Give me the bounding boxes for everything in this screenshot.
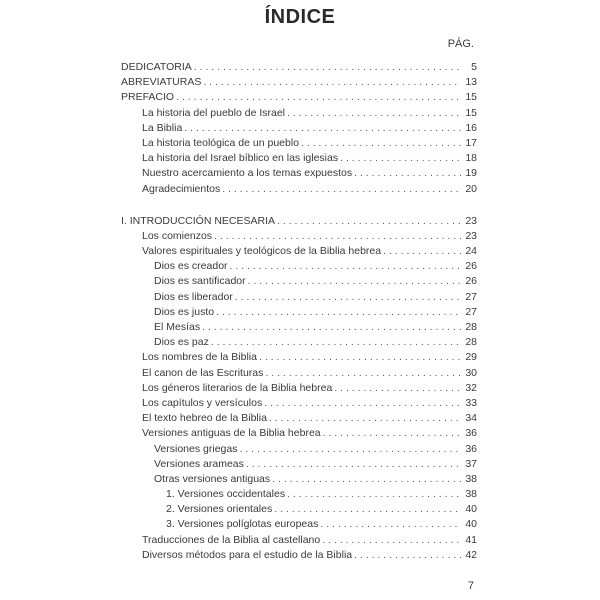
dot-leader — [239, 442, 461, 457]
page-number: 7 — [467, 580, 474, 592]
dot-leader — [194, 60, 461, 75]
dot-leader — [203, 75, 461, 90]
dot-leader — [216, 305, 461, 320]
dot-leader — [264, 396, 461, 411]
toc-entry[interactable] — [121, 426, 477, 441]
toc-entry-page: 40 — [465, 518, 477, 531]
toc-entry-page: 16 — [465, 121, 477, 134]
toc-entry[interactable] — [121, 274, 477, 289]
toc-entry[interactable] — [121, 60, 477, 75]
toc-entry-page: 15 — [465, 106, 477, 119]
toc-entry-page: 29 — [465, 351, 477, 364]
toc-entry[interactable] — [121, 366, 477, 381]
dot-leader — [334, 381, 461, 396]
toc-entry-page: 20 — [465, 182, 477, 195]
toc-entry-page: 23 — [465, 214, 477, 227]
toc-entry[interactable] — [121, 166, 477, 181]
toc-entry-label: 3. Versiones políglotas europeas — [166, 518, 319, 531]
dot-leader — [211, 335, 461, 350]
dot-leader — [322, 533, 461, 548]
toc-entry-page: 26 — [465, 275, 477, 288]
page-column-header: PÁG. — [447, 38, 474, 50]
toc-entry[interactable] — [121, 151, 477, 166]
dot-leader — [265, 366, 461, 381]
toc-entry-page: 38 — [465, 472, 477, 485]
toc-entry-page: 28 — [465, 321, 477, 333]
toc-entry[interactable] — [121, 90, 477, 105]
toc-entry-label: La historia teológica de un pueblo — [142, 136, 300, 149]
toc-entry-label: Dios es santificador — [154, 275, 246, 288]
toc-entry[interactable] — [121, 244, 477, 259]
toc-entry-page: 37 — [465, 457, 477, 470]
toc-entry[interactable] — [121, 442, 477, 457]
toc-entry[interactable] — [121, 411, 477, 426]
toc-entry-page: 5 — [471, 61, 477, 73]
toc-entry-page: 27 — [465, 305, 477, 318]
dot-leader — [202, 320, 461, 335]
toc-entry[interactable] — [121, 136, 477, 151]
toc-entry-page: 24 — [465, 245, 477, 258]
toc-entry-label: Dios es paz — [154, 336, 209, 349]
dot-leader — [287, 106, 461, 121]
dot-leader — [269, 411, 461, 426]
toc-entry-label: Dios es liberador — [154, 290, 233, 303]
toc-entry-page: 27 — [465, 290, 477, 303]
toc-entry[interactable] — [121, 229, 477, 244]
toc-entry-page: 40 — [465, 503, 477, 516]
toc-entry-page: 33 — [465, 396, 477, 409]
dot-leader — [277, 214, 461, 229]
toc-entry-label: Versiones arameas — [154, 457, 244, 470]
dot-leader — [287, 487, 461, 502]
toc-entry-page: 41 — [465, 533, 477, 546]
toc-entry-page: 42 — [465, 548, 477, 561]
toc-entry[interactable] — [121, 305, 477, 320]
toc-entry[interactable] — [121, 182, 477, 197]
toc-entry-label: ABREVIATURAS — [121, 76, 202, 89]
toc-entry-page: 34 — [465, 412, 477, 425]
dot-leader — [176, 90, 461, 105]
toc-entry[interactable] — [121, 290, 477, 305]
toc-section — [121, 60, 477, 197]
toc-entry-label: Nuestro acercamiento a los temas expuestos — [142, 167, 353, 180]
toc-entry-label: Traducciones de la Biblia al castellano — [142, 533, 321, 546]
toc-entry-label: La historia del Israel bíblico en las iglesias — [142, 152, 339, 165]
toc-entry-label: Versiones antiguas de la Biblia hebrea — [142, 427, 321, 440]
dot-leader — [320, 517, 461, 532]
toc-entry[interactable] — [121, 214, 477, 229]
toc-entry-label: Los géneros literarios de la Biblia hebrea — [142, 381, 333, 394]
toc-entry-label: Dios es justo — [154, 305, 215, 318]
toc-entry-label: Los capítulos y versículos — [142, 396, 263, 409]
toc-entry[interactable] — [121, 533, 477, 548]
toc-entry-label: El texto hebreo de la Biblia — [142, 412, 267, 425]
toc-entry-label: Los comienzos — [142, 229, 213, 242]
toc-entry[interactable] — [121, 259, 477, 274]
toc-entry[interactable] — [121, 121, 477, 136]
toc-entry[interactable] — [121, 320, 477, 335]
toc-entry-page: 30 — [465, 366, 477, 379]
toc-entry-label: 2. Versiones orientales — [166, 503, 273, 516]
toc-entry-page: 36 — [465, 442, 477, 455]
dot-leader — [272, 472, 461, 487]
toc-entry-label: Versiones griegas — [154, 442, 238, 455]
toc-entry[interactable] — [121, 502, 477, 517]
page-title: ÍNDICE — [264, 6, 336, 28]
toc-entry-label: El Mesías — [154, 321, 201, 333]
toc-entry-label: La historia del pueblo de Israel — [142, 106, 286, 119]
toc-entry-page: 18 — [465, 152, 477, 165]
toc-entry-label: PREFACIO — [121, 91, 175, 104]
toc-entry[interactable] — [121, 335, 477, 350]
toc-entry[interactable] — [121, 472, 477, 487]
toc-entry[interactable] — [121, 517, 477, 532]
dot-leader — [340, 151, 461, 166]
toc-entry[interactable] — [121, 548, 477, 563]
toc-entry-page: 15 — [465, 91, 477, 104]
toc-entry-label: Los nombres de la Biblia — [142, 351, 257, 364]
toc-entry-page: 19 — [465, 167, 477, 180]
toc-entry-page: 38 — [465, 488, 477, 501]
toc-entry-label: El canon de las Escrituras — [142, 366, 264, 379]
toc-entry-label: Valores espirituales y teológicos de la Biblia hebrea — [142, 245, 382, 258]
toc-entry[interactable] — [121, 75, 477, 90]
toc-entry[interactable] — [121, 106, 477, 121]
toc-entry-label: 1. Versiones occidentales — [166, 488, 286, 501]
toc-entry-page: 13 — [465, 76, 477, 89]
toc-entry-label: I. INTRODUCCIÓN NECESARIA — [121, 214, 276, 227]
toc-entry-label: Diversos métodos para el estudio de la Biblia — [142, 548, 353, 561]
toc-entry[interactable] — [121, 350, 477, 365]
toc-entry-page: 32 — [465, 381, 477, 394]
toc-entry-page: 36 — [465, 427, 477, 440]
toc-entry-label: Otras versiones antiguas — [154, 472, 271, 485]
toc-entry-label: Agradecimientos — [142, 182, 221, 195]
dot-leader — [354, 548, 461, 563]
toc-entry-page: 26 — [465, 260, 477, 273]
dot-leader — [301, 136, 461, 151]
dot-leader — [383, 244, 461, 259]
toc-entry-label: Dios es creador — [154, 260, 228, 273]
toc-entry-page: 23 — [465, 229, 477, 242]
toc-entry[interactable] — [121, 457, 477, 472]
toc-entry[interactable] — [121, 487, 477, 502]
dot-leader — [214, 229, 461, 244]
toc-entry[interactable] — [121, 381, 477, 396]
toc-entry[interactable] — [121, 396, 477, 411]
dot-leader — [259, 350, 461, 365]
toc-entry-label: La Biblia — [142, 121, 183, 134]
dot-leader — [184, 121, 461, 136]
dot-leader — [274, 502, 461, 517]
dot-leader — [354, 166, 461, 181]
dot-leader — [222, 182, 461, 197]
dot-leader — [235, 290, 461, 305]
dot-leader — [246, 457, 461, 472]
toc-section — [121, 214, 477, 563]
table-of-contents — [121, 60, 477, 563]
toc-entry-label: DEDICATORIA — [121, 61, 192, 73]
dot-leader — [230, 259, 461, 274]
toc-entry-page: 28 — [465, 336, 477, 349]
dot-leader — [323, 426, 461, 441]
dot-leader — [248, 274, 461, 289]
toc-entry-page: 17 — [465, 136, 477, 149]
